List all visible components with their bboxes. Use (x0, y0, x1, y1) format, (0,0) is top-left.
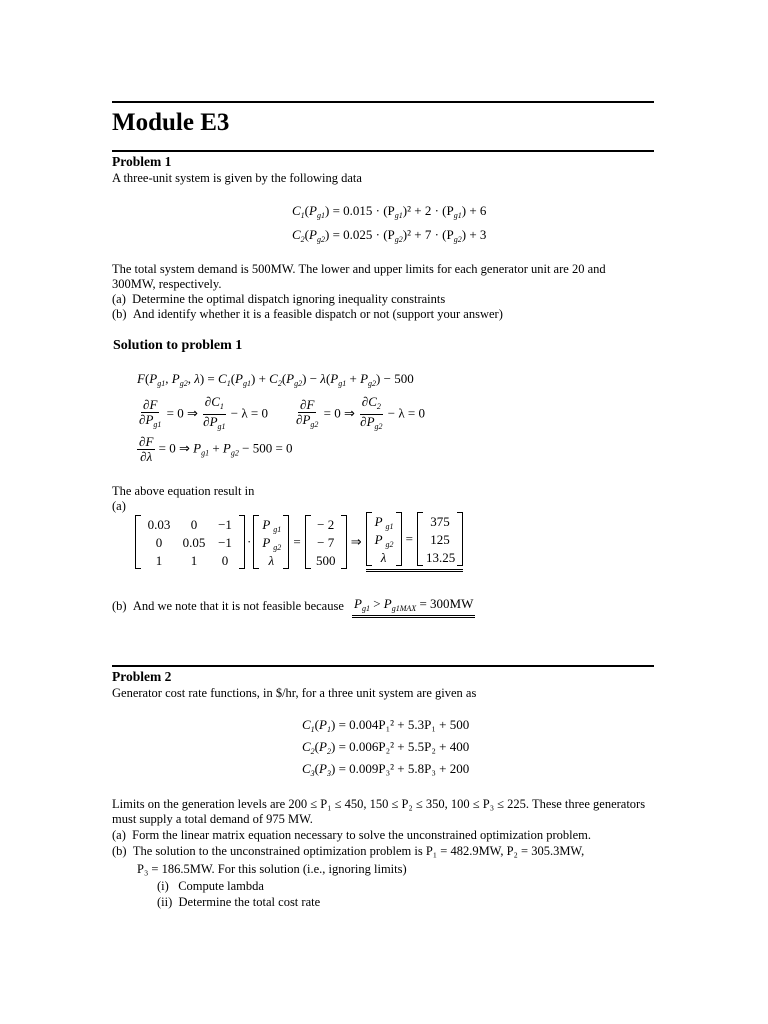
result-text: The above equation result in (112, 484, 255, 498)
derivative-eq-3: $\frac{\partial F}{\partial\lambda}$ = 0 ⇒ $P_{g1} + P_{g2} - 500 = 0$ (139, 434, 293, 464)
matrix-equation: 0.03 0 −1 0 0.05 −1 1 1 0 · P $_{g1}$ P $_{g2}$ λ = − 2 − 7 500 ⇒ P $_{g1}$ P $_{g2}$ λ = 375 125 13.25 (135, 512, 463, 572)
problem2-heading: Problem 2 (112, 669, 172, 684)
vector-unknowns: P $_{g1}$ P $_{g2}$ λ (262, 516, 282, 568)
problem1-item-b: (b) And identify whether it is a feasible dispatch or not (support your answer) (112, 307, 503, 321)
vector-solution: 375 125 13.25 (425, 513, 456, 565)
problem2-item-a: (a) Form the linear matrix equation necessary to solve the unconstrained optimization problem. (112, 828, 592, 842)
top-rule (112, 101, 654, 103)
problem1-text-1: The total system demand is 500MW. The lower and upper limits for each generator unit are 20 and (112, 262, 606, 276)
part-a-label: (a) (112, 499, 126, 513)
solution-underline: P $_{g1}$ P $_{g2}$ λ = 375 125 13.25 (366, 512, 463, 572)
problem2-demand: must supply a total demand of 975 MW. (112, 812, 313, 826)
problem2-cost-2: $C_2(P_2) = 0.006P_2^2 + 5.5P_2 + 400$ (302, 739, 470, 756)
matrix-a: 0.03 0 −1 0 0.05 −1 1 1 0 (147, 516, 232, 568)
problem1-text-2: 300MW, respectively. (112, 277, 222, 291)
vector-rhs: − 2 − 7 500 (315, 516, 336, 568)
derivative-eq-2: $\frac{\partial F}{\partial P_{g2}}$ = 0 ⇒ $\frac{\partial C_2}{\partial P_{g2}}$ − λ = 0 (296, 394, 425, 431)
problem2-limits: Limits on the generation levels are 200 ≤ P₁ ≤ 450, 150 ≤ P₂ ≤ 350, 100 ≤ P₃ ≤ 225. These three generators (112, 797, 646, 811)
part-b-text: (b) And we note that it is not feasible because (112, 599, 344, 613)
section-rule-1 (112, 150, 654, 152)
problem1-heading: Problem 1 (112, 154, 172, 169)
problem2-sub-ii: (ii) Determine the total cost rate (157, 895, 321, 909)
lagrangian-eq: $F(P_{g1}$, $P_{g2}$, $\lambda) = C_1(P_{g1}) + C_2(P_{g2}) - \lambda(P_{g1} + P_{g2}) - 500$ (137, 371, 414, 388)
section-rule-2 (112, 665, 654, 667)
problem1-intro: A three-unit system is given by the following data (112, 171, 362, 185)
derivative-eq-1: $\frac{\partial F}{\partial P_{g1}}$ = 0 ⇒ $\frac{\partial C_1}{\partial P_{g1}}$ − λ = 0 (139, 394, 268, 431)
problem2-intro: Generator cost rate functions, in $/hr, for a three unit system are given as (112, 686, 477, 700)
problem1-cost-eq-2: $C_2(P_{g2}) = 0.025 \cdot (P_{g2})^2 + 7 \cdot (P_{g2}) + 3$ (292, 227, 487, 244)
problem2-item-b: (b) The solution to the unconstrained optimization problem is P₁ = 482.9MW, P₂ = 305.3MW, (112, 844, 585, 858)
problem1-item-a: (a) Determine the optimal dispatch ignoring inequality constraints (112, 292, 446, 306)
module-title: Module E3 (112, 109, 230, 136)
vector-unknowns-2: P $_{g1}$ P $_{g2}$ λ (374, 513, 394, 565)
problem2-sub-i: (i) Compute lambda (157, 879, 264, 893)
problem2-item-b-cont: P₃ = 186.5MW. For this solution (i.e., ignoring limits) (137, 862, 407, 876)
problem2-cost-3: $C_3(P_3) = 0.009P_3^2 + 5.8P_3 + 200$ (302, 761, 470, 778)
problem1-cost-eq-1: $C_1(P_{g1}) = 0.015 \cdot (P_{g1})^2 + 2 \cdot (P_{g1}) + 6$ (292, 203, 487, 220)
solution1-heading: Solution to problem 1 (113, 338, 243, 353)
problem2-cost-1: $C_1(P_1) = 0.004P_1^2 + 5.3P_1 + 500$ (302, 717, 470, 734)
feasibility-condition: $P_{g1} > P_{g1MAX} = 300MW$ (352, 596, 475, 618)
